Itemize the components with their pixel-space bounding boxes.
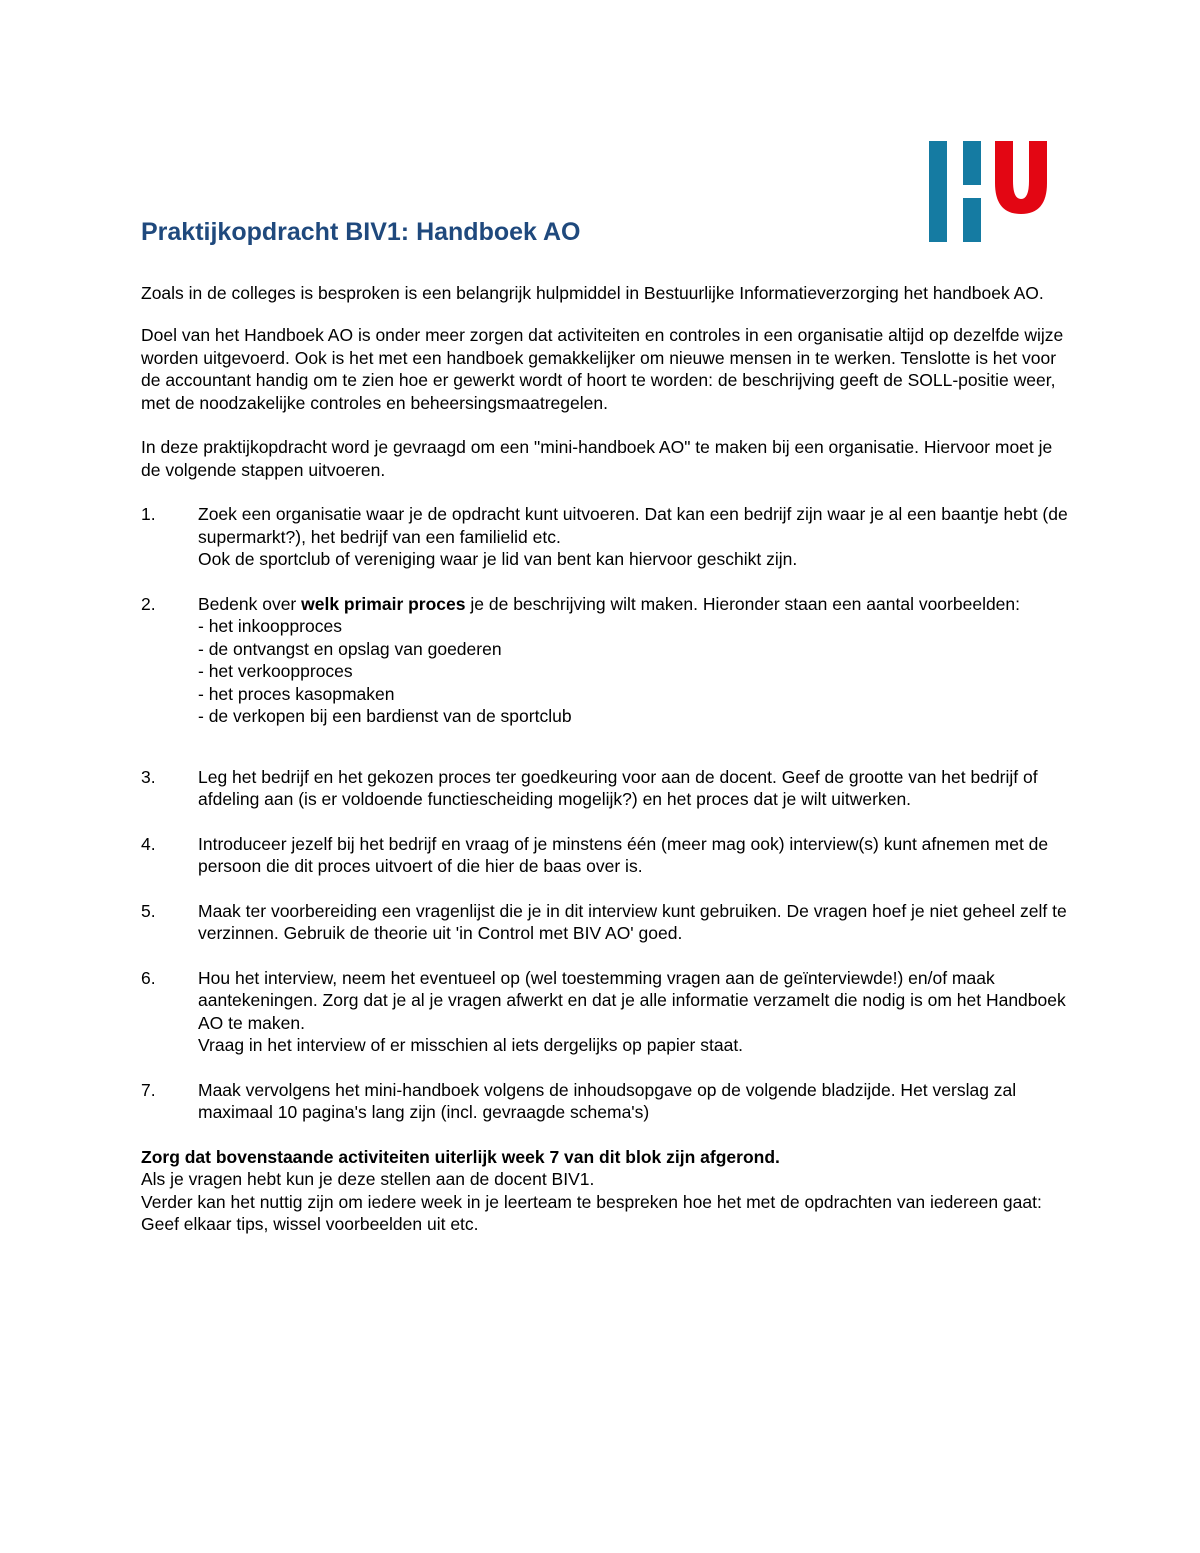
logo-bar-middle-top <box>963 141 981 185</box>
process-examples-list <box>198 615 1071 728</box>
step-number: 6. <box>141 967 156 988</box>
logo-u-shape <box>995 141 1047 214</box>
step-text: Zoek een organisatie waar je de opdracht kunt uitvoeren. Dat kan een bedrijf zijn waar je al een baantje hebt (de supermarkt?), het bedrijf van een familielid etc. <box>198 504 1068 547</box>
step-7 <box>141 1079 1071 1124</box>
list-item: - de verkopen bij een bardienst van de sportclub <box>198 706 572 726</box>
teamwork-note: Verder kan het nuttig zijn om iedere week in je leerteam te bespreken hoe het met de opdrachten van iedereen gaat: Geef elkaar tips, wissel voorbeelden uit etc. <box>141 1191 1042 1234</box>
steps-list <box>141 503 1071 1124</box>
step-3 <box>141 766 1071 811</box>
list-item: - het proces kasopmaken <box>198 683 395 704</box>
step-number: 4. <box>141 833 156 854</box>
closing-section <box>141 1146 1071 1236</box>
step-text-after: je de beschrijving wilt maken. Hieronder staan een aantal voorbeelden: <box>465 593 1021 614</box>
goal-paragraph: Doel van het Handboek AO is onder meer zorgen dat activiteiten en controles in een organisatie altijd op dezelfde wijze worden uitgevoerd. Ook is het met een handboek gemakkelijker om nieuwe mensen in te werken. Tenslotte is het voor de accountant handig om te zien hoe er gewerkt wordt of hoort te worden: de beschrijving geeft de SOLL-positie weer, met de noodzakelijke controles en beheersingsmaatregelen. <box>141 325 1064 413</box>
step-text <box>198 593 1071 616</box>
intro-paragraph: Zoals in de colleges is besproken is een belangrijk hulpmiddel in Bestuurlijke Informatieverzorging het handboek AO. <box>141 283 1044 303</box>
page-title: Praktijkopdracht BIV1: Handboek AO <box>141 218 581 246</box>
list-item: - de ontvangst en opslag van goederen <box>198 638 502 659</box>
contact-note: Als je vragen hebt kun je deze stellen aan de docent BIV1. <box>141 1169 595 1189</box>
step-4 <box>141 833 1071 878</box>
step-6 <box>141 967 1071 1057</box>
list-item: - het verkoopproces <box>198 661 353 681</box>
document-body <box>141 214 1071 1236</box>
step-text: Leg het bedrijf en het gekozen proces ter goedkeuring voor aan de docent. Geef de grootte van het bedrijf of afdeling aan (is er voldoende functiescheiding mogelijk?) en het proces dat je wilt uitwerken. <box>198 766 1038 809</box>
deadline-notice: Zorg dat bovenstaande activiteiten uiterlijk week 7 van dit blok zijn afgerond. <box>141 1146 780 1167</box>
step-text-extra: Ook de sportclub of vereniging waar je lid van bent kan hiervoor geschikt zijn. <box>198 549 798 569</box>
step-5 <box>141 900 1071 945</box>
step-2 <box>141 593 1071 728</box>
list-item: - het inkoopproces <box>198 616 342 636</box>
step-text: Maak ter voorbereiding een vragenlijst die je in dit interview kunt gebruiken. De vragen hoef je niet geheel zelf te verzinnen. Gebruik de theorie uit 'in Control met BIV AO' goed. <box>198 900 1067 943</box>
step-number: 5. <box>141 900 156 921</box>
step-text: Maak vervolgens het mini-handboek volgens de inhoudsopgave op de volgende bladzijde. Het verslag zal maximaal 10 pagina's lang zijn (incl. gevraagde schema's) <box>198 1079 1017 1122</box>
step-number: 2. <box>141 593 156 614</box>
step-number: 3. <box>141 766 156 787</box>
step-text-extra: Vraag in het interview of er misschien al iets dergelijks op papier staat. <box>198 1035 744 1055</box>
step-number: 1. <box>141 504 156 524</box>
step-text: Introduceer jezelf bij het bedrijf en vraag of je minstens één (meer mag ook) interview(s) kunt afnemen met de persoon die dit proces uitvoert of die hier de baas over is. <box>198 833 1049 876</box>
step-text-before: Bedenk over <box>198 593 302 614</box>
step-text: Hou het interview, neem het eventueel op (wel toestemming vragen aan de geïnterviewde!) en/of maak aantekeningen. Zorg dat je al je vragen afwerkt en dat je alle informatie verzamelt die nodig is om het Handboek AO te maken. <box>198 967 1066 1033</box>
step-text-bold: welk primair proces <box>301 593 466 614</box>
assignment-paragraph: In deze praktijkopdracht word je gevraagd om een "mini-handboek AO" te maken bij een organisatie. Hiervoor moet je de volgende stappen uitvoeren. <box>141 437 1053 480</box>
step-1 <box>141 503 1071 571</box>
step-number: 7. <box>141 1079 156 1100</box>
